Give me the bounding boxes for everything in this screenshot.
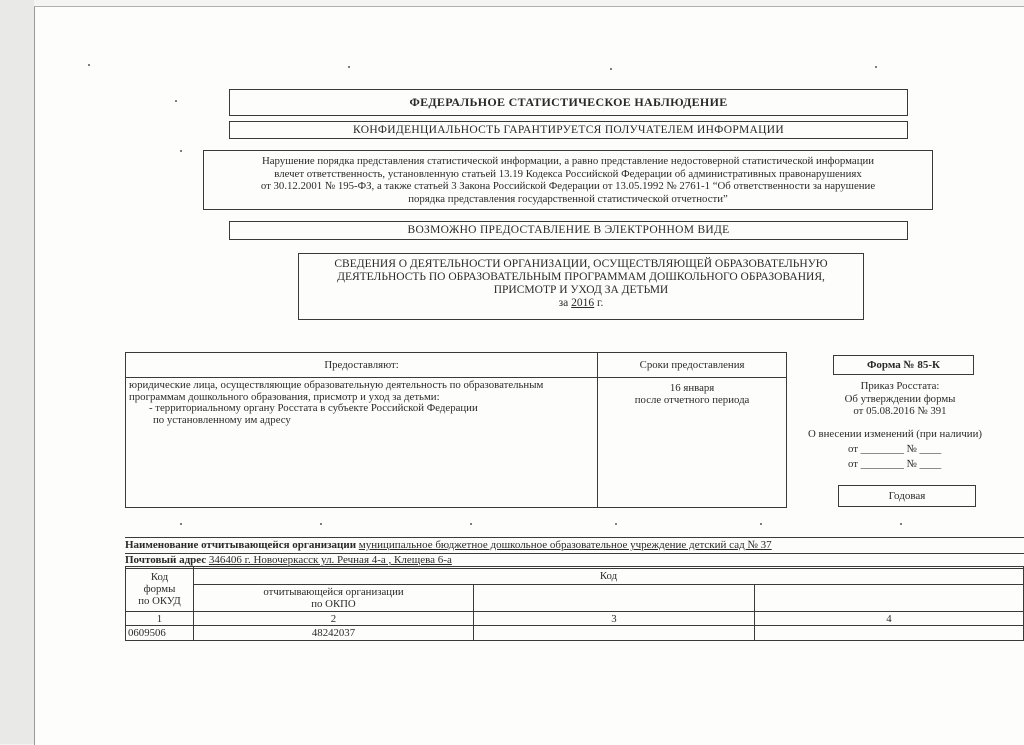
okud-header-line: Код (150, 571, 169, 583)
col-number: 1 (126, 612, 194, 626)
year-suffix: г. (597, 297, 604, 309)
submitters-bullet: по установленному им адресу (153, 413, 291, 426)
scan-speck (180, 523, 182, 525)
title-line: ПРИСМОТР И УХОД ЗА ДЕТЬМИ (493, 284, 669, 296)
scan-speck (760, 523, 762, 525)
year-prefix: за (558, 297, 569, 309)
deadline-line: 16 января (669, 382, 715, 394)
col-number: 3 (474, 612, 755, 626)
federal-header: ФЕДЕРАЛЬНОЕ СТАТИСТИЧЕСКОЕ НАБЛЮДЕНИЕ (229, 89, 908, 116)
submitters-header: Предоставляют: (126, 353, 598, 378)
scan-speck (88, 64, 90, 66)
okud-header-line: формы (143, 583, 176, 595)
year-value: 2016 (571, 297, 595, 309)
okpo-header (194, 585, 474, 612)
okud-header (126, 567, 194, 612)
submitters-cell (126, 378, 598, 508)
submitters-line: юридические лица, осуществляющие образовательную деятельность по образовательным (129, 379, 544, 391)
okpo-code-value: 48242037 (194, 626, 474, 641)
scan-speck (875, 66, 877, 68)
warning-line: Нарушение порядка представления статистической информации, а равно представление недостоверной статистической информации (261, 155, 875, 167)
amendments (808, 427, 1022, 472)
warning-line: порядка представления государственной статистической отчетности” (408, 192, 728, 205)
approval-order (800, 380, 1000, 418)
code-col-3-value (474, 626, 755, 641)
codes-table (125, 566, 1024, 641)
deadline-cell (598, 378, 787, 508)
electronic-notice: ВОЗМОЖНО ПРЕДОСТАВЛЕНИЕ В ЭЛЕКТРОННОМ ВИДЕ (229, 221, 908, 240)
scan-speck (615, 523, 617, 525)
okud-header-line: по ОКУД (138, 595, 181, 607)
col-number: 4 (755, 612, 1024, 626)
postal-address-value: 346406 г. Новочеркасск ул. Речная 4-а , Клещева 6-а (208, 554, 452, 566)
code-col-3-header (474, 585, 755, 612)
scan-edge (0, 0, 34, 744)
organization-name-row (125, 537, 1024, 554)
form-number: Форма № 85-К (833, 355, 974, 375)
organization-name-value: муниципальное бюджетное дошкольное образовательное учреждение детский сад № 37 (358, 539, 772, 551)
scan-speck (610, 68, 612, 70)
warning-line: влечет ответственность, установленную статьей 13.19 Кодекса Российской Федерации об административных правонарушениях (274, 167, 862, 180)
legal-warning (203, 150, 933, 210)
organization-name-label: Наименование отчитывающейся организации (125, 539, 357, 551)
title-line: СВЕДЕНИЯ О ДЕЯТЕЛЬНОСТИ ОРГАНИЗАЦИИ, ОСУЩЕСТВЛЯЮЩЕЙ ОБРАЗОВАТЕЛЬНУЮ (334, 258, 828, 270)
amendment-line: от ________ № ____ (848, 443, 942, 455)
amendment-line: от ________ № ____ (848, 458, 942, 470)
scan-speck (470, 523, 472, 525)
order-line: от 05.08.2016 № 391 (853, 405, 947, 417)
title-line: ДЕЯТЕЛЬНОСТЬ ПО ОБРАЗОВАТЕЛЬНЫМ ПРОГРАММАМ ДОШКОЛЬНОГО ОБРАЗОВАНИЯ, (337, 271, 825, 283)
okpo-header-line: по ОКПО (311, 598, 356, 610)
submission-table (125, 352, 787, 508)
order-line: Приказ Росстата: (860, 380, 940, 392)
scan-speck (175, 100, 177, 102)
code-col-4-header (755, 585, 1024, 612)
postal-address-label: Почтовый адрес (125, 554, 207, 566)
scan-speck (348, 66, 350, 68)
warning-line: от 30.12.2001 № 195-ФЗ, а также статьей 3 Закона Российской Федерации от 13.05.1992 № 2761-1 “Об ответственности за нарушение (260, 180, 876, 192)
code-col-4-value (755, 626, 1024, 641)
confidential-header: КОНФИДЕНЦИАЛЬНОСТЬ ГАРАНТИРУЕТСЯ ПОЛУЧАТЕЛЕМ ИНФОРМАЦИИ (229, 121, 908, 139)
amendments-title: О внесении изменений (при наличии) (808, 428, 982, 440)
submitters-line: программам дошкольного образования, присмотр и уход за детьми: (129, 390, 440, 403)
code-header: Код (194, 567, 1024, 585)
order-line: Об утверждении формы (844, 392, 956, 405)
deadline-header: Сроки предоставления (598, 353, 787, 378)
scan-speck (320, 523, 322, 525)
scan-speck (900, 523, 902, 525)
scan-speck (180, 150, 182, 152)
form-title (298, 253, 864, 320)
okud-code-value: 0609506 (126, 626, 194, 641)
okpo-header-line: отчитывающейся организации (263, 586, 404, 598)
col-number: 2 (194, 612, 474, 626)
submitters-bullet: - территориальному органу Росстата в субъекте Российской Федерации (149, 402, 478, 414)
report-year (299, 297, 863, 310)
period-box: Годовая (838, 485, 976, 507)
deadline-line: после отчетного периода (634, 394, 750, 406)
